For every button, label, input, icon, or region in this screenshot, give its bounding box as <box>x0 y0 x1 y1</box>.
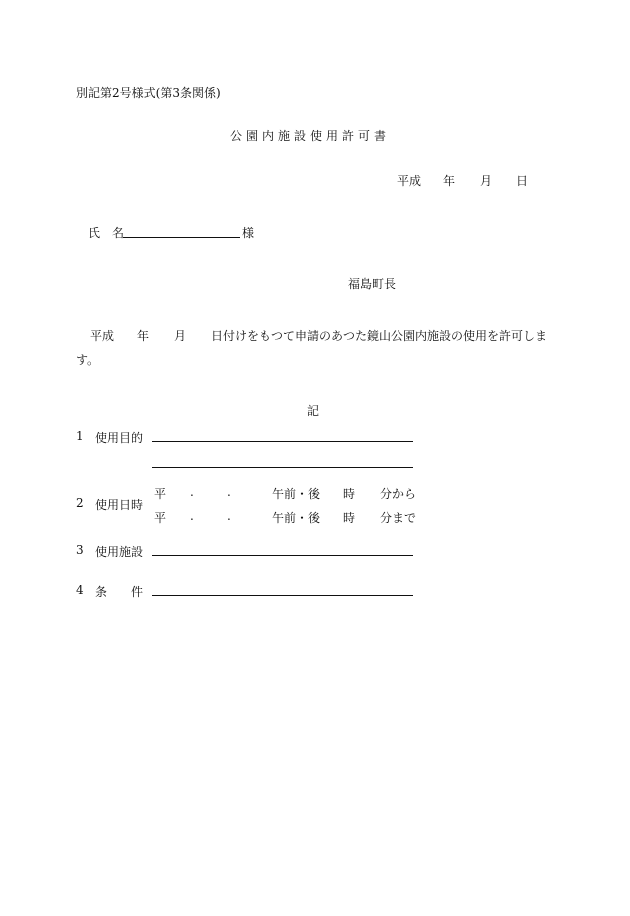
recipient-suffix: 様 <box>242 226 255 240</box>
from-tail: 分から <box>380 487 417 501</box>
body-year: 年 <box>137 329 150 343</box>
ki-heading: 記 <box>307 404 320 418</box>
from-hour: 時 <box>343 487 356 501</box>
from-dot-1: . <box>190 485 194 499</box>
to-tail: 分まで <box>380 511 417 525</box>
to-hour: 時 <box>343 511 356 525</box>
to-era: 平 <box>154 511 167 525</box>
item-label: 使用施設 <box>95 545 144 559</box>
from-ampm: 午前・後 <box>272 487 321 501</box>
purpose-line-1 <box>152 441 413 442</box>
item-number: 1 <box>76 429 84 443</box>
form-label: 別記第2号様式(第3条関係) <box>76 86 221 100</box>
purpose-line-2 <box>152 467 413 468</box>
from-dot-2: . <box>227 485 231 499</box>
item-label: 使用日時 <box>95 498 144 512</box>
issuer: 福島町長 <box>348 277 397 291</box>
recipient-label: 氏 名 <box>88 226 125 240</box>
date-day: 日 <box>516 174 529 188</box>
conditions-line <box>152 595 413 596</box>
item-label: 使用目的 <box>95 431 144 445</box>
from-era: 平 <box>154 487 167 501</box>
body-month: 月 <box>174 329 187 343</box>
to-dot-1: . <box>190 509 194 523</box>
item-number: 4 <box>76 583 84 597</box>
item-number: 2 <box>76 496 84 510</box>
recipient-name-line <box>123 237 240 238</box>
date-year: 年 <box>443 174 456 188</box>
body-era: 平成 <box>90 329 115 343</box>
body-line-1: 日付けをもつて申請のあつた鏡山公園内施設の使用を許可しま <box>211 329 548 343</box>
date-month: 月 <box>480 174 493 188</box>
to-dot-2: . <box>227 509 231 523</box>
item-number: 3 <box>76 543 84 557</box>
to-ampm: 午前・後 <box>272 511 321 525</box>
item-label: 条 件 <box>95 585 144 599</box>
facility-line <box>152 555 413 556</box>
date-era: 平成 <box>397 174 422 188</box>
document-title: 公園内施設使用許可書 <box>230 129 391 143</box>
body-line-2: す。 <box>76 353 100 367</box>
